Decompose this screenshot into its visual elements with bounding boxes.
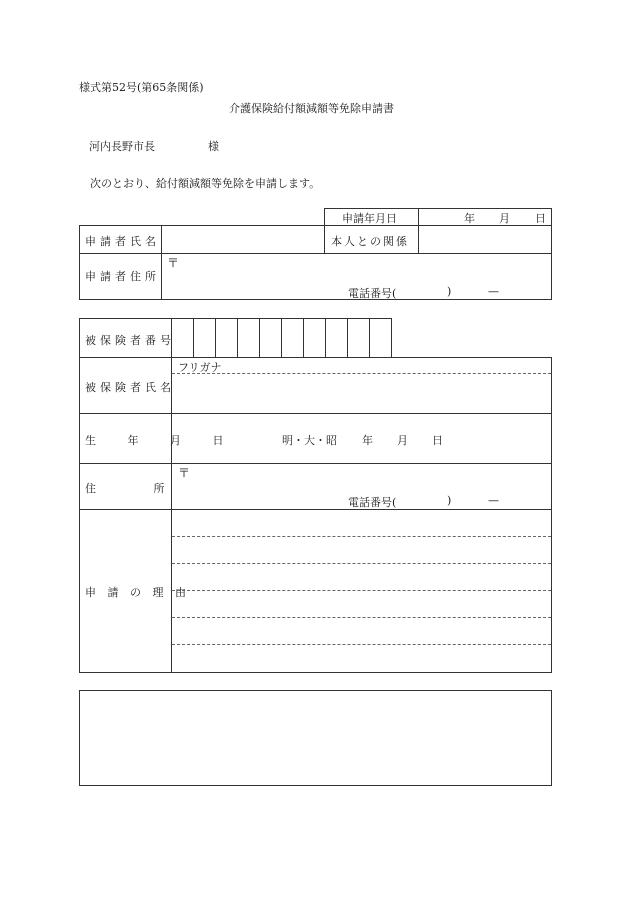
postal-mark: 〒 (167, 256, 180, 270)
applicant-phone-label: 電話番号( (348, 287, 397, 300)
furigana-label: フリガナ (178, 361, 222, 374)
birth-month[interactable]: 月 (397, 434, 408, 447)
form-number: 様式第52号(第65条関係) (79, 81, 204, 94)
honorific: 様 (208, 140, 219, 153)
insured-number-digit[interactable] (194, 319, 215, 357)
insured-name-field[interactable] (172, 375, 551, 412)
application-date-year[interactable]: 年 (464, 212, 475, 225)
addressee: 河内長野市長 (89, 140, 155, 153)
insured-phone-close: ) (447, 494, 452, 507)
application-date-day[interactable]: 日 (535, 212, 546, 225)
relation-field[interactable] (419, 226, 551, 252)
insured-number-digit[interactable] (238, 319, 259, 357)
reason-field[interactable] (172, 510, 551, 672)
furigana-field[interactable] (240, 360, 550, 372)
insured-phone-dash: — (488, 494, 499, 507)
application-date-month[interactable]: 月 (499, 212, 510, 225)
reason-label: 申 請 の 理 由 (85, 586, 190, 599)
insured-name-label: 被保険者氏名 (85, 381, 175, 394)
insured-address-field[interactable] (190, 466, 548, 492)
insured-phone-label: 電話番号( (348, 496, 397, 509)
birth-day[interactable]: 日 (432, 434, 443, 447)
insured-postal-mark: 〒 (178, 466, 191, 480)
insured-number-digit[interactable] (348, 319, 369, 357)
insured-number-digit[interactable] (260, 319, 281, 357)
applicant-name-label: 申請者氏名 (85, 235, 160, 248)
insured-number-label: 被保険者番号 (85, 334, 175, 347)
insured-number-digit[interactable] (326, 319, 347, 357)
applicant-phone-close: ) (447, 285, 452, 298)
office-use-box (79, 690, 552, 786)
relation-label: 本人との関係 (331, 235, 409, 248)
insured-number-digit[interactable] (304, 319, 325, 357)
applicant-name-field[interactable] (162, 226, 323, 252)
insured-number-digit[interactable] (282, 319, 303, 357)
applicant-address-field[interactable] (178, 256, 548, 282)
era-options[interactable]: 明・大・昭 (282, 434, 337, 447)
insured-number-digit[interactable] (216, 319, 237, 357)
birth-year[interactable]: 年 (362, 434, 373, 447)
intro-text: 次のとおり、給付額減額等免除を申請します。 (90, 177, 321, 190)
birth-date-label: 生 年 月 日 (85, 434, 238, 447)
applicant-address-label: 申請者住所 (85, 270, 160, 283)
insured-number-digit[interactable] (370, 319, 391, 357)
applicant-phone-dash: — (488, 285, 499, 298)
form-title: 介護保険給付額減額等免除申請書 (229, 102, 394, 115)
application-date-label: 申請年月日 (342, 212, 397, 225)
insured-number-digit[interactable] (172, 319, 193, 357)
insured-address-label: 住 所 (85, 482, 165, 495)
